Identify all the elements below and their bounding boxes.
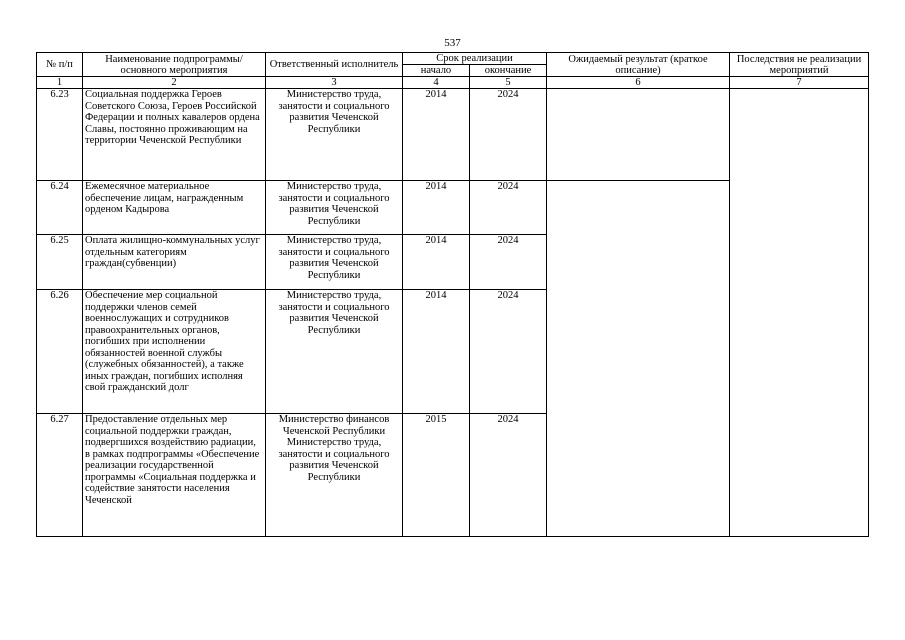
consequences-cell <box>730 89 869 537</box>
column-number: 6 <box>547 77 730 89</box>
executor: Министерство труда, занятости и социального развития Чеченской Республики <box>266 181 403 235</box>
expected-result-cell <box>547 181 730 537</box>
header-expected-result: Ожидаемый результат (краткое описание) <box>547 53 730 77</box>
end-year: 2024 <box>470 414 547 537</box>
column-number: 3 <box>266 77 403 89</box>
program-measures-table <box>36 52 869 537</box>
executor: Министерство труда, занятости и социального развития Чеченской Республики <box>266 89 403 181</box>
end-year: 2024 <box>470 89 547 181</box>
measure-name: Оплата жилищно-коммунальных услуг отдельным категориям граждан(субвенции) <box>83 235 266 290</box>
end-year: 2024 <box>470 235 547 290</box>
expected-result-cell <box>547 89 730 181</box>
header-num: № п/п <box>37 53 83 77</box>
measure-name: Ежемесячное материальное обеспечение лицам, награжденным орденом Кадырова <box>83 181 266 235</box>
header-consequences: Последствия не реализации мероприятий <box>730 53 869 77</box>
row-number: 6.25 <box>37 235 83 290</box>
start-year: 2015 <box>403 414 470 537</box>
header-period: Срок реализации <box>403 53 547 65</box>
header-executor: Ответственный исполнитель <box>266 53 403 77</box>
header-start: начало <box>403 65 470 77</box>
column-number: 1 <box>37 77 83 89</box>
end-year: 2024 <box>470 290 547 414</box>
start-year: 2014 <box>403 235 470 290</box>
page-number: 537 <box>444 37 461 49</box>
measure-name: Социальная поддержка Героев Советского Союза, Героев Российской Федерации и полных кавалеров ордена Славы, постоянно проживающим на территории Чеченской Республики <box>83 89 266 181</box>
row-number: 6.23 <box>37 89 83 181</box>
row-number: 6.26 <box>37 290 83 414</box>
column-number: 2 <box>83 77 266 89</box>
executor: Министерство труда, занятости и социального развития Чеченской Республики <box>266 290 403 414</box>
column-number: 5 <box>470 77 547 89</box>
start-year: 2014 <box>403 89 470 181</box>
executor: Министерство финансов Чеченской Республики Министерство труда, занятости и социального развития Чеченской Республики <box>266 414 403 537</box>
end-year: 2024 <box>470 181 547 235</box>
measure-name: Предоставление отдельных мер социальной поддержки граждан, подвергшихся воздействию радиации, в рамках подпрограммы «Обеспечение реализации государственной программы «Социальная поддержка и содействие занятости населения Чеченской <box>83 414 266 537</box>
table-row <box>37 89 869 181</box>
header-row-1 <box>37 53 869 65</box>
row-number: 6.24 <box>37 181 83 235</box>
column-number: 4 <box>403 77 470 89</box>
measure-name: Обеспечение мер социальной поддержки членов семей военнослужащих и сотрудников правоохранительных органов, погибших при исполнении обязанностей военной службы (служебных обязанностей), а также иных граждан, погибших исполняя свой гражданский долг <box>83 290 266 414</box>
column-number-row <box>37 77 869 89</box>
header-end: окончание <box>470 65 547 77</box>
start-year: 2014 <box>403 181 470 235</box>
row-number: 6.27 <box>37 414 83 537</box>
executor: Министерство труда, занятости и социального развития Чеченской Республики <box>266 235 403 290</box>
column-number: 7 <box>730 77 869 89</box>
start-year: 2014 <box>403 290 470 414</box>
header-name: Наименование подпрограммы/ основного мероприятия <box>83 53 266 77</box>
